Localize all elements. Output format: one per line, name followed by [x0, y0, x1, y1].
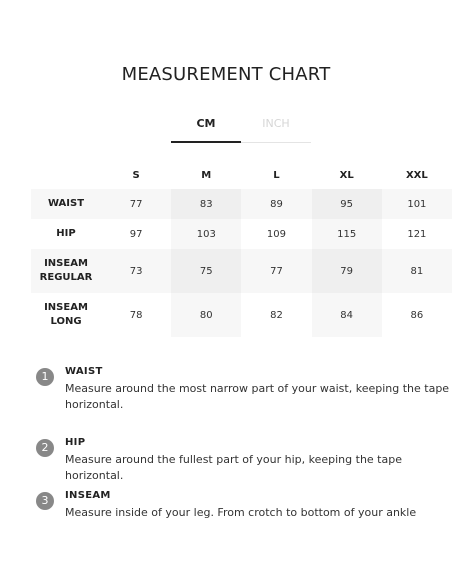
step-number-badge: 2: [36, 439, 54, 457]
table-cell: 75: [171, 249, 241, 293]
row-header: [31, 189, 101, 219]
table-corner: [31, 161, 101, 189]
table-cell: 103: [171, 219, 241, 249]
row-header: [31, 293, 101, 337]
table-cell: 95: [312, 189, 382, 219]
guide-description: Measure around the fullest part of your hip, keeping the tape horizontal.: [65, 453, 402, 482]
column-header: XXL: [382, 161, 452, 189]
table-row: [31, 189, 452, 219]
step-number-badge: 3: [36, 492, 54, 510]
row-label: WAIST: [47, 198, 85, 209]
step-number-badge: 1: [36, 368, 54, 386]
table-cell: 77: [241, 249, 311, 293]
column-header: S: [101, 161, 171, 189]
tab-cm[interactable]: CM: [171, 115, 241, 143]
guide-title: HIP: [65, 437, 86, 448]
table-cell: 115: [312, 219, 382, 249]
table-row: [31, 219, 452, 249]
table-cell: 79: [312, 249, 382, 293]
row-label: INSEAM: [44, 302, 88, 313]
table-cell: 84: [312, 293, 382, 337]
table-cell: 82: [270, 309, 283, 321]
guide-description: Measure around the most narrow part of your waist, keeping the tape horizontal.: [65, 382, 450, 411]
table-cell: 101: [382, 189, 452, 219]
table-row: [31, 293, 452, 337]
table-cell: 73: [101, 249, 171, 293]
column-header: L: [241, 161, 311, 189]
column-header: M: [171, 161, 241, 189]
unit-tabs: [171, 115, 311, 143]
table-cell: 77: [101, 189, 171, 219]
table-cell: 97: [129, 228, 143, 240]
row-label: INSEAM: [44, 258, 88, 269]
table-cell: 78: [129, 309, 143, 321]
table-cell: 80: [171, 293, 241, 337]
table-cell: 83: [171, 189, 241, 219]
row-label: HIP: [56, 228, 76, 239]
table-cell: 81: [382, 249, 452, 293]
row-header: [31, 219, 101, 249]
guide-title: WAIST: [65, 366, 103, 377]
table-cell: 121: [407, 228, 427, 240]
tab-inch[interactable]: INCH: [241, 115, 311, 143]
table-cell: 109: [266, 228, 287, 240]
table-header-row: [31, 161, 452, 189]
table-cell: 86: [410, 309, 424, 321]
page-title: MEASUREMENT CHART: [121, 64, 331, 85]
table-cell: 89: [241, 189, 311, 219]
row-label-sub: LONG: [50, 316, 82, 327]
row-label-sub: REGULAR: [39, 272, 93, 283]
row-header: [31, 249, 101, 293]
column-header: XL: [312, 161, 382, 189]
guide-title: INSEAM: [65, 490, 111, 501]
measurement-table: [31, 161, 452, 337]
table-row: [31, 249, 452, 293]
guide-description: Measure inside of your leg. From crotch to bottom of your ankle: [65, 506, 417, 519]
